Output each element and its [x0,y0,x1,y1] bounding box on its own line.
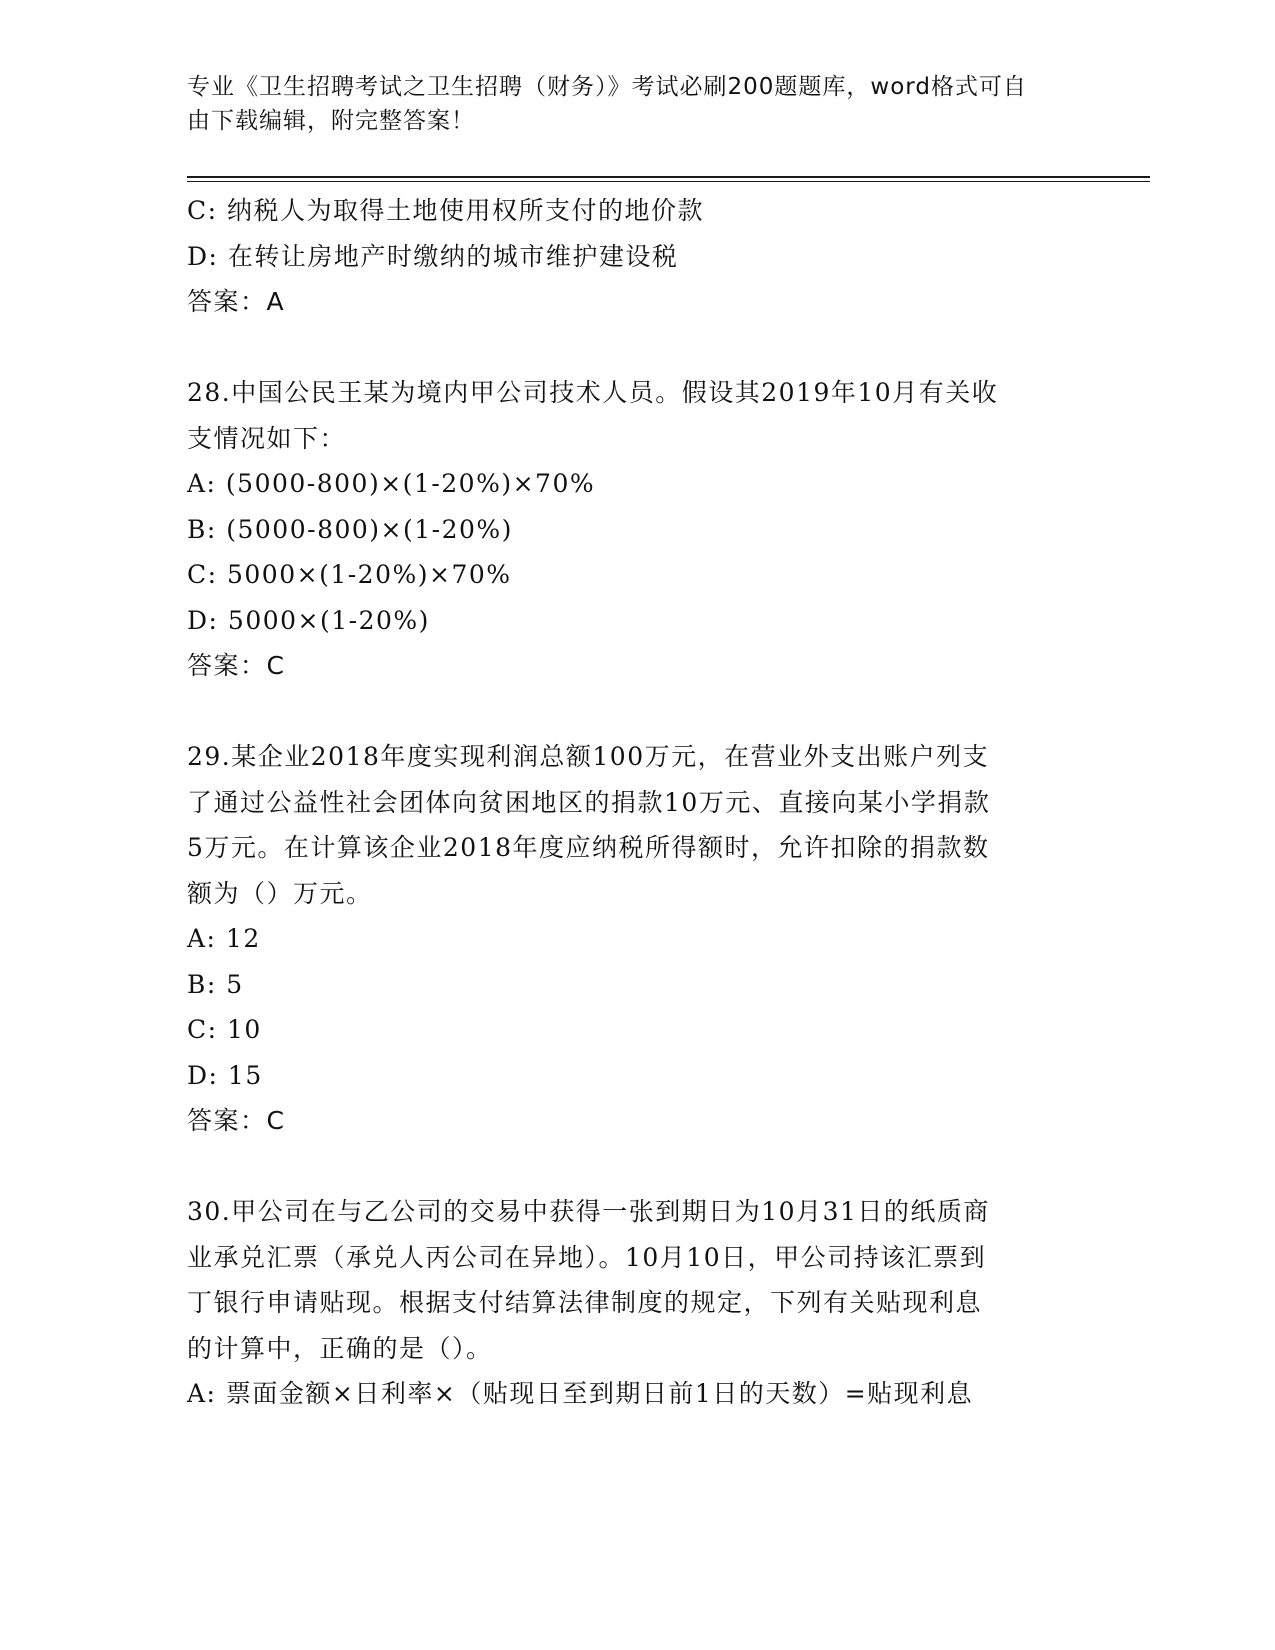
question-stem-line: 5万元。在计算该企业2018年度应纳税所得额时，允许扣除的捐款数 [187,833,990,862]
header-line-1: 专业《卫生招聘考试之卫生招聘（财务）》考试必刷200题题库，word格式可自 [187,74,1027,100]
option-a: A: (5000-800)×(1-20%)×70% [187,469,596,498]
answer-label: 答案：A [187,287,286,316]
option-a: A: 票面金额×日利率×（贴现日至到期日前1日的天数）=贴现利息 [187,1379,974,1408]
question-stem-line: 28.中国公民王某为境内甲公司技术人员。假设其2019年10月有关收 [187,378,999,407]
question-28 [187,370,1087,689]
question-stem-line: 了通过公益性社会团体向贫困地区的捐款10万元、直接向某小学捐款 [187,787,991,817]
option-c: C: 5000×(1-20%)×70% [187,560,512,589]
question-27-continuation [187,188,1087,325]
option-d: D: 5000×(1-20%) [187,605,430,635]
document-header [187,70,1067,138]
question-stem-line: 29.某企业2018年度实现利润总额100万元，在营业外支出账户列支 [187,742,990,771]
header-divider-thick [187,176,1150,178]
spacer [187,325,1087,371]
question-stem-line: 丁银行申请贴现。根据支付结算法律制度的规定，下列有关贴现利息 [187,1288,983,1317]
option-d: D: 在转让房地产时缴纳的城市维护建设税 [187,241,679,271]
header-divider-thin [187,181,1150,182]
question-stem-line: 业承兑汇票（承兑人丙公司在异地）。10月10日，甲公司持该汇票到 [187,1242,987,1272]
option-d: D: 15 [187,1060,263,1090]
answer-label: 答案：C [187,651,286,680]
spacer [187,1144,1087,1190]
spacer [187,689,1087,735]
question-stem-line: 支情况如下： [187,423,347,453]
option-a: A: 12 [187,924,261,953]
option-b: B: 5 [187,969,244,999]
header-line-2: 由下载编辑，附完整答案！ [187,108,475,134]
question-29 [187,734,1087,1144]
question-content [187,188,1087,1417]
answer-label: 答案：C [187,1106,286,1135]
option-c: C: 10 [187,1015,262,1044]
option-c: C: 纳税人为取得土地使用权所支付的地价款 [187,196,704,225]
question-stem-line: 额为（）万元。 [187,878,373,908]
question-30 [187,1189,1087,1417]
option-b: B: (5000-800)×(1-20%) [187,514,513,544]
question-stem-line: 30.甲公司在与乙公司的交易中获得一张到期日为10月31日的纸质商 [187,1197,990,1226]
question-stem-line: 的计算中，正确的是（）。 [187,1333,493,1363]
